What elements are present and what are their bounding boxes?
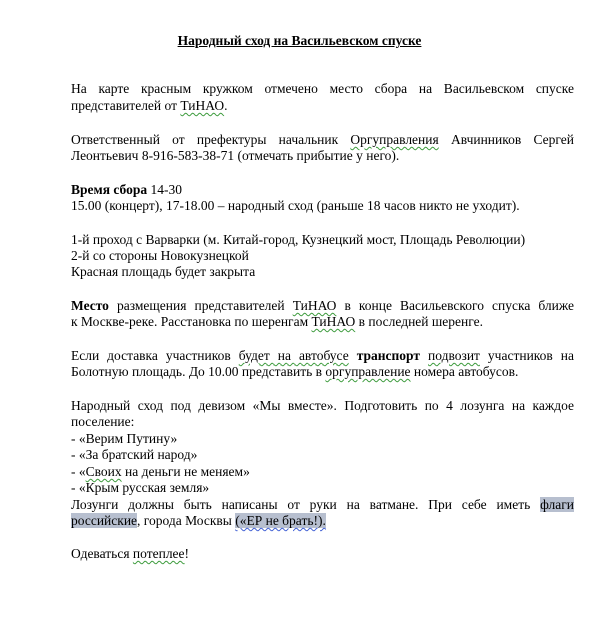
grammar-word: Своих <box>85 464 122 479</box>
text-run: 14-30 <box>147 182 182 197</box>
text-run: на деньги не меняем» <box>121 464 250 479</box>
document-title: Народный сход на Васильевском спуске <box>177 33 422 48</box>
paragraph-4-line-2: 2-й со стороны Новокузнецкой <box>71 248 249 263</box>
highlighted-text: флаги <box>540 497 574 512</box>
paragraph-3-line-2: 15.00 (концерт), 17-18.00 – народный сход (раньше 18 часов никто не уходит). <box>71 198 520 213</box>
grammar-word: подвозит <box>428 348 480 363</box>
paragraph-1-line-1: На карте красным кружком отмечено место сбора на Васильевском спуске <box>71 81 574 96</box>
text-run <box>420 348 428 363</box>
spellcheck-word: потеплее <box>132 546 185 561</box>
text-run: . <box>224 98 228 113</box>
slogan-1: - «Верим Путину» <box>71 431 178 446</box>
slogan-4: - «Крым русская земля» <box>71 480 210 495</box>
spellcheck-word: Оргуправления <box>350 132 439 147</box>
grammar-phrase: будет на автобусе <box>238 348 349 363</box>
paragraph-7-line-2: поселение: <box>71 414 135 429</box>
paragraph-5-line-2 <box>71 314 483 331</box>
text-run: в последней шеренге. <box>355 314 483 329</box>
text-run: Лозунги должны быть написаны от руки на ватмане. При себе иметь <box>71 497 541 512</box>
paragraph-7-line-7 <box>71 497 574 514</box>
spellcheck-word: ТиНАО <box>311 314 356 329</box>
text-run: Болотную площадь. До 10.00 представить в <box>71 364 326 379</box>
paragraph-2-line-1 <box>71 132 574 149</box>
spellcheck-word: оргуправление <box>325 364 411 379</box>
spellcheck-word: ТиНАО <box>292 298 337 313</box>
text-run: к Москве-реке. Расстановка по шеренгам <box>71 314 312 329</box>
text-run: , города Москвы <box>137 513 236 528</box>
highlighted-text: («ЕР не брать!). <box>235 513 326 528</box>
text-run: Ответственный от префектуры начальник <box>71 132 351 147</box>
bold-label: Место <box>71 298 109 313</box>
text-run <box>349 348 357 363</box>
paragraph-7-line-8 <box>71 513 326 530</box>
paragraph-8-line-1 <box>71 546 189 563</box>
highlighted-text: российские <box>71 513 138 528</box>
paragraph-5-line-1 <box>71 298 574 315</box>
slogan-2: - «За братский народ» <box>71 447 198 462</box>
text-run: размещения представителей <box>108 298 293 313</box>
slogan-3 <box>71 464 250 481</box>
paragraph-7-line-1: Народный сход под девизом «Мы вместе». Подготовить по 4 лозунга на каждое <box>71 398 574 413</box>
paragraph-6-line-1 <box>71 348 574 365</box>
bold-label: Время сбора <box>71 182 148 197</box>
text-run: Одеваться <box>71 546 133 561</box>
text-run: представителей от <box>71 98 181 113</box>
paragraph-2-line-2: Леонтьевич 8-916-583-38-71 (отмечать прибытие у него). <box>71 148 400 163</box>
text-run: в конце Васильевского спуска ближе <box>336 298 574 313</box>
text-run: номера автобусов. <box>410 364 519 379</box>
bold-word: транспорт <box>356 348 421 363</box>
text-run: участников на <box>479 348 575 363</box>
text-run: ! <box>184 546 190 561</box>
text-run: Если доставка участников <box>71 348 239 363</box>
paragraph-4-line-3: Красная площадь будет закрыта <box>71 264 256 279</box>
paragraph-1-line-2 <box>71 98 227 115</box>
paragraph-6-line-2 <box>71 364 518 381</box>
spellcheck-word: ТиНАО <box>180 98 225 113</box>
paragraph-3-line-1 <box>71 182 182 199</box>
text-run: - « <box>71 464 86 479</box>
paragraph-4-line-1: 1-й проход с Варварки (м. Китай-город, Кузнецкий мост, Площадь Революции) <box>71 232 526 247</box>
text-run: Авчинников Сергей <box>438 132 574 147</box>
